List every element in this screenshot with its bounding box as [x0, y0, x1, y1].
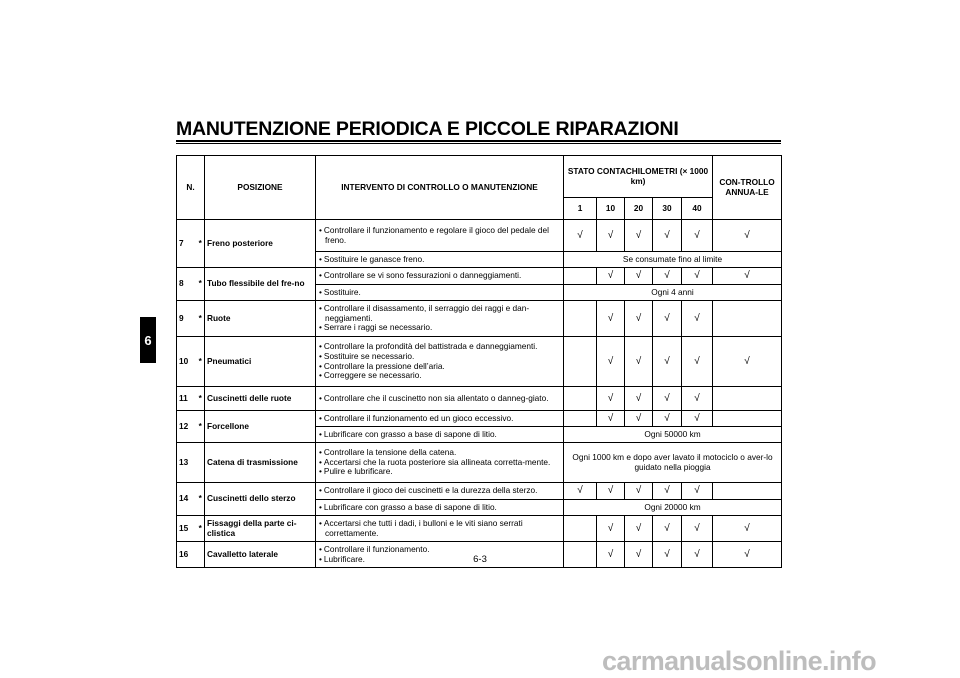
action-item: • Controllare la profondità del battistrada e danneggiamenti. [318, 342, 561, 352]
action-list [318, 394, 561, 404]
check-cell [564, 337, 597, 387]
check-mark: √ [635, 412, 642, 424]
action-item: • Accertarsi che tutti i dadi, i bulloni e le viti siano serrati correttamente. [318, 519, 561, 539]
check-cell [564, 516, 597, 542]
check-cell [713, 483, 782, 500]
row-number: 13 [177, 443, 197, 483]
table-row [177, 268, 782, 285]
check-cell [597, 268, 625, 285]
check-mark: √ [694, 355, 700, 367]
header-km-30: 30 [653, 198, 682, 220]
header-intervento: INTERVENTO DI CONTROLLO O MANUTENZIONE [316, 156, 564, 220]
action-cell [316, 285, 564, 301]
check-cell [682, 411, 713, 427]
check-cell [713, 268, 782, 285]
check-mark: √ [694, 229, 700, 241]
row-number: 10 [177, 337, 197, 387]
check-cell [653, 220, 682, 252]
check-mark: √ [694, 412, 700, 424]
header-km-40: 40 [682, 198, 713, 220]
row-number: 7 [177, 220, 197, 268]
position-cell: Catena di trasmissione [205, 443, 316, 483]
action-item: • Sostituire. [318, 288, 561, 298]
action-cell [316, 516, 564, 542]
action-list [318, 288, 561, 298]
action-list [318, 519, 561, 539]
check-cell [625, 387, 653, 411]
table-row [177, 516, 782, 542]
position-cell: Ruote [205, 301, 316, 337]
check-cell [625, 483, 653, 500]
check-cell [564, 268, 597, 285]
check-mark: √ [607, 229, 614, 241]
interval-note: Se consumate fino al limite [564, 252, 782, 268]
check-mark: √ [744, 270, 750, 281]
check-cell [682, 301, 713, 337]
action-cell [316, 411, 564, 427]
action-item: • Lubrificare con grasso a base di sapone di litio. [318, 430, 561, 440]
action-cell [316, 443, 564, 483]
table-row [177, 411, 782, 427]
action-list [318, 414, 561, 424]
check-cell [597, 301, 625, 337]
star-marker: * [197, 516, 205, 542]
action-list [318, 430, 561, 440]
check-cell [597, 337, 625, 387]
check-mark: √ [635, 270, 642, 281]
row-number: 9 [177, 301, 197, 337]
check-cell [597, 483, 625, 500]
star-marker: * [197, 220, 205, 268]
check-cell [653, 301, 682, 337]
action-list [318, 486, 561, 496]
action-item: • Controllare il funzionamento. [318, 545, 561, 555]
check-cell [564, 301, 597, 337]
check-mark: √ [694, 522, 700, 534]
interval-note: Ogni 1000 km e dopo aver lavato il motociclo o aver-lo guidato nella pioggia [564, 443, 782, 483]
interval-note: Ogni 50000 km [564, 427, 782, 443]
check-cell [564, 483, 597, 500]
action-item: • Controllare la tensione della catena. [318, 448, 561, 458]
check-mark: √ [664, 312, 670, 324]
header-controllo-annuale: CON-TROLLO ANNUA-LE [713, 156, 782, 220]
check-mark: √ [744, 355, 750, 367]
check-cell [682, 516, 713, 542]
action-cell [316, 483, 564, 500]
check-mark: √ [744, 229, 750, 241]
check-mark: √ [607, 548, 614, 560]
header-n: N. [177, 156, 205, 220]
position-cell: Freno posteriore [205, 220, 316, 268]
table-row [177, 387, 782, 411]
action-item: • Serrare i raggi se necessario. [318, 323, 561, 333]
check-mark: √ [664, 548, 670, 560]
check-mark: √ [607, 522, 614, 534]
check-cell [597, 411, 625, 427]
action-item: • Pulire e lubrificare. [318, 467, 561, 477]
check-cell [653, 483, 682, 500]
star-marker: * [197, 483, 205, 516]
check-mark: √ [577, 485, 583, 496]
check-mark: √ [577, 229, 583, 241]
check-mark: √ [607, 392, 614, 404]
action-cell [316, 301, 564, 337]
table-row [177, 220, 782, 252]
check-mark: √ [607, 312, 614, 324]
action-item: • Lubrificare con grasso a base di sapone di litio. [318, 503, 561, 513]
check-mark: √ [664, 270, 670, 281]
check-cell [713, 220, 782, 252]
action-item: • Sostituire se necessario. [318, 352, 561, 362]
star-marker: * [197, 337, 205, 387]
check-cell [653, 387, 682, 411]
action-list [318, 255, 561, 265]
action-item: • Sostituire le ganasce freno. [318, 255, 561, 265]
check-mark: √ [607, 485, 614, 496]
action-item: • Controllare la pressione dell’aria. [318, 362, 561, 372]
check-cell [597, 387, 625, 411]
check-cell [713, 337, 782, 387]
check-cell [564, 411, 597, 427]
action-cell [316, 500, 564, 516]
check-cell [682, 337, 713, 387]
table-row [177, 483, 782, 500]
action-list [318, 226, 561, 246]
check-cell [625, 301, 653, 337]
position-cell: Cavalletto laterale [205, 542, 316, 568]
check-cell [653, 337, 682, 387]
action-item: • Correggere se necessario. [318, 371, 561, 381]
position-cell: Fissaggi della parte ci-clistica [205, 516, 316, 542]
action-cell [316, 427, 564, 443]
header-km-20: 20 [625, 198, 653, 220]
check-mark: √ [694, 270, 700, 281]
check-mark: √ [694, 548, 700, 560]
position-cell: Pneumatici [205, 337, 316, 387]
header-posizione: POSIZIONE [205, 156, 316, 220]
row-number: 14 [177, 483, 197, 516]
check-cell [597, 516, 625, 542]
check-cell [713, 387, 782, 411]
check-mark: √ [694, 312, 700, 324]
check-mark: √ [744, 522, 750, 534]
title-rule-thin [176, 143, 781, 144]
check-mark: √ [635, 485, 642, 496]
check-cell [682, 220, 713, 252]
check-cell [653, 516, 682, 542]
check-cell [564, 387, 597, 411]
header-stato: STATO CONTACHILOMETRI (× 1000 km) [564, 156, 713, 198]
star-marker: * [197, 411, 205, 443]
check-mark: √ [664, 485, 670, 496]
page-number: 6-3 [473, 554, 487, 565]
star-marker: * [197, 301, 205, 337]
table-row [177, 301, 782, 337]
action-cell [316, 387, 564, 411]
action-list [318, 304, 561, 334]
check-cell [713, 516, 782, 542]
star-marker: * [197, 268, 205, 301]
check-cell [653, 268, 682, 285]
check-mark: √ [635, 229, 642, 241]
position-cell: Tubo flessibile del fre-no [205, 268, 316, 301]
check-mark: √ [664, 392, 670, 404]
action-item: • Controllare se vi sono fessurazioni o danneggiamenti. [318, 271, 561, 281]
row-number: 16 [177, 542, 197, 568]
star-marker [197, 443, 205, 483]
action-list [318, 503, 561, 513]
check-cell [713, 411, 782, 427]
check-mark: √ [607, 270, 614, 281]
check-mark: √ [635, 548, 642, 560]
row-number: 11 [177, 387, 197, 411]
check-mark: √ [635, 312, 642, 324]
action-item: • Controllare il gioco dei cuscinetti e la durezza della sterzo. [318, 486, 561, 496]
position-cell: Forcellone [205, 411, 316, 443]
page-title: MANUTENZIONE PERIODICA E PICCOLE RIPARAZIONI [176, 118, 679, 140]
position-cell: Cuscinetti delle ruote [205, 387, 316, 411]
position-cell: Cuscinetti dello sterzo [205, 483, 316, 516]
action-cell [316, 252, 564, 268]
check-cell [625, 411, 653, 427]
check-mark: √ [694, 392, 700, 404]
action-list [318, 271, 561, 281]
check-cell [682, 483, 713, 500]
check-cell [625, 268, 653, 285]
chapter-tab: 6 [140, 317, 156, 363]
interval-note: Ogni 20000 km [564, 500, 782, 516]
check-mark: √ [664, 355, 670, 367]
check-mark: √ [664, 229, 670, 241]
action-item: • Controllare il disassamento, il serraggio dei raggi e dan-neggiamenti. [318, 304, 561, 324]
action-item: • Controllare il funzionamento ed un gioco eccessivo. [318, 414, 561, 424]
check-cell [682, 387, 713, 411]
check-mark: √ [744, 548, 750, 560]
action-item: • Lubrificare. [318, 555, 561, 565]
check-mark: √ [664, 412, 670, 424]
check-cell [625, 516, 653, 542]
action-cell [316, 337, 564, 387]
action-cell [316, 220, 564, 252]
check-cell [682, 268, 713, 285]
header-km-10: 10 [597, 198, 625, 220]
row-number: 8 [177, 268, 197, 301]
interval-note: Ogni 4 anni [564, 285, 782, 301]
check-cell [713, 301, 782, 337]
check-cell [625, 337, 653, 387]
check-mark: √ [635, 392, 642, 404]
title-rule [176, 140, 781, 142]
watermark-logo: carmanualsonline.info [602, 646, 876, 676]
check-cell [625, 220, 653, 252]
check-mark: √ [607, 355, 614, 367]
row-number: 15 [177, 516, 197, 542]
action-list [318, 448, 561, 478]
star-marker: * [197, 387, 205, 411]
table-row [177, 337, 782, 387]
check-mark: √ [607, 412, 614, 424]
maintenance-table [176, 155, 782, 568]
row-number: 12 [177, 411, 197, 443]
check-mark: √ [635, 355, 642, 367]
check-mark: √ [664, 522, 670, 534]
check-cell [564, 220, 597, 252]
action-item: • Controllare il funzionamento e regolare il gioco del pedale del freno. [318, 226, 561, 246]
check-cell [597, 220, 625, 252]
action-cell [316, 268, 564, 285]
table-row [177, 443, 782, 483]
check-mark: √ [635, 522, 642, 534]
action-list [318, 342, 561, 382]
header-km-1: 1 [564, 198, 597, 220]
check-mark: √ [694, 485, 700, 496]
check-cell [653, 411, 682, 427]
action-item: • Accertarsi che la ruota posteriore sia allineata corretta-mente. [318, 458, 561, 468]
action-item: • Controllare che il cuscinetto non sia allentato o danneg-giato. [318, 394, 561, 404]
maintenance-table-body [177, 220, 782, 568]
